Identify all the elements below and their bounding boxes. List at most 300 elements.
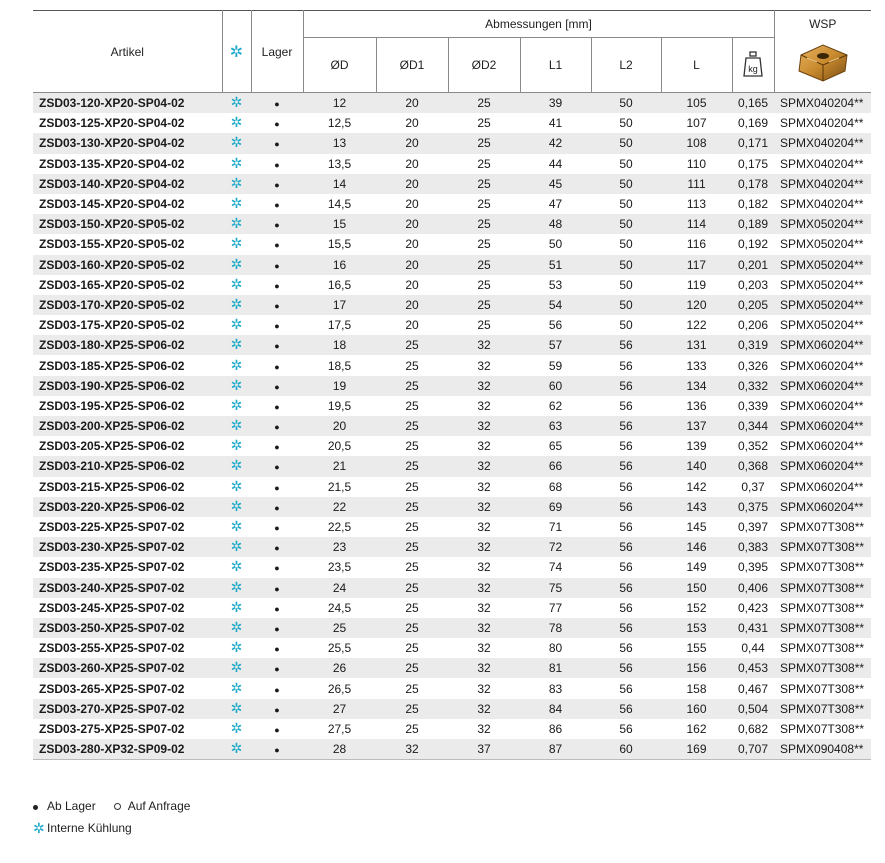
d1-cell: 25 (376, 477, 448, 497)
artikel-cell: ZSD03-225-XP25-SP07-02 (33, 517, 222, 537)
wsp-cell: SPMX060204** (774, 416, 871, 436)
kg-cell: 0,467 (732, 678, 774, 698)
table-row (33, 557, 871, 577)
l2-cell: 56 (591, 537, 661, 557)
wsp-cell: SPMX060204** (774, 335, 871, 355)
header-l2: L2 (591, 38, 661, 93)
d1-cell: 25 (376, 638, 448, 658)
l1-cell: 63 (520, 416, 591, 436)
l-cell: 137 (661, 416, 732, 436)
table-row (33, 335, 871, 355)
kg-cell: 0,423 (732, 598, 774, 618)
lager-cell (251, 174, 303, 194)
d-cell: 12,5 (303, 113, 376, 133)
lager-cell (251, 154, 303, 174)
kg-cell: 0,189 (732, 214, 774, 234)
l2-cell: 56 (591, 436, 661, 456)
d2-cell: 25 (448, 315, 520, 335)
kg-cell: 0,682 (732, 719, 774, 739)
artikel-cell: ZSD03-220-XP25-SP06-02 (33, 497, 222, 517)
snowflake-icon: ✲ (230, 275, 243, 292)
d1-cell: 25 (376, 355, 448, 375)
artikel-cell: ZSD03-180-XP25-SP06-02 (33, 335, 222, 355)
l2-cell: 50 (591, 255, 661, 275)
l1-cell: 62 (520, 396, 591, 416)
wsp-cell: SPMX060204** (774, 376, 871, 396)
l-cell: 162 (661, 719, 732, 739)
l-cell: 107 (661, 113, 732, 133)
filled-dot-icon: ● (274, 260, 280, 271)
l1-cell: 44 (520, 154, 591, 174)
kg-cell: 0,339 (732, 396, 774, 416)
l-cell: 119 (661, 275, 732, 295)
l2-cell: 56 (591, 578, 661, 598)
d1-cell: 25 (376, 396, 448, 416)
l1-cell: 71 (520, 517, 591, 537)
cooling-cell (222, 93, 251, 114)
snowflake-icon: ✲ (230, 195, 243, 212)
l-cell: 139 (661, 436, 732, 456)
d-cell: 28 (303, 739, 376, 760)
d2-cell: 32 (448, 537, 520, 557)
l2-cell: 50 (591, 315, 661, 335)
legend-ab-lager-label: Ab Lager (47, 799, 96, 813)
l-cell: 116 (661, 234, 732, 254)
lager-cell (251, 133, 303, 153)
l1-cell: 50 (520, 234, 591, 254)
artikel-cell: ZSD03-280-XP32-SP09-02 (33, 739, 222, 760)
cooling-cell (222, 396, 251, 416)
artikel-cell: ZSD03-130-XP20-SP04-02 (33, 133, 222, 153)
l1-cell: 65 (520, 436, 591, 456)
wsp-cell: SPMX050204** (774, 295, 871, 315)
snowflake-icon: ✲ (33, 820, 45, 836)
table-row (33, 315, 871, 335)
l1-cell: 81 (520, 658, 591, 678)
snowflake-icon: ✲ (230, 114, 243, 131)
l-cell: 108 (661, 133, 732, 153)
lager-cell (251, 436, 303, 456)
snowflake-icon: ✲ (230, 417, 243, 434)
snowflake-icon: ✲ (230, 518, 243, 535)
l-cell: 145 (661, 517, 732, 537)
cooling-cell (222, 295, 251, 315)
l2-cell: 50 (591, 133, 661, 153)
lager-cell (251, 214, 303, 234)
l2-cell: 50 (591, 214, 661, 234)
d2-cell: 32 (448, 719, 520, 739)
table-row (33, 699, 871, 719)
filled-dot-icon: ● (274, 623, 280, 634)
filled-dot-icon: ● (274, 179, 280, 190)
d-cell: 13,5 (303, 154, 376, 174)
table-row (33, 678, 871, 698)
artikel-cell: ZSD03-125-XP20-SP04-02 (33, 113, 222, 133)
d2-cell: 25 (448, 174, 520, 194)
d-cell: 22 (303, 497, 376, 517)
snowflake-icon: ✲ (230, 437, 243, 454)
wsp-cell: SPMX050204** (774, 275, 871, 295)
kg-cell: 0,453 (732, 658, 774, 678)
l-cell: 160 (661, 699, 732, 719)
d2-cell: 25 (448, 275, 520, 295)
d2-cell: 32 (448, 598, 520, 618)
table-row (33, 477, 871, 497)
header-artikel: Artikel (33, 11, 222, 93)
l-cell: 120 (661, 295, 732, 315)
l1-cell: 66 (520, 456, 591, 476)
d2-cell: 25 (448, 255, 520, 275)
table-row (33, 133, 871, 153)
l2-cell: 50 (591, 174, 661, 194)
l2-cell: 56 (591, 658, 661, 678)
d-cell: 19,5 (303, 396, 376, 416)
snowflake-icon: ✲ (230, 396, 243, 413)
l2-cell: 50 (591, 275, 661, 295)
cooling-cell (222, 517, 251, 537)
d2-cell: 25 (448, 295, 520, 315)
l-cell: 149 (661, 557, 732, 577)
l-cell: 158 (661, 678, 732, 698)
d1-cell: 20 (376, 174, 448, 194)
snowflake-icon: ✲ (230, 538, 243, 555)
table-row (33, 436, 871, 456)
d2-cell: 25 (448, 154, 520, 174)
table-row (33, 214, 871, 234)
d1-cell: 25 (376, 678, 448, 698)
wsp-cell: SPMX040204** (774, 194, 871, 214)
l-cell: 117 (661, 255, 732, 275)
l2-cell: 56 (591, 699, 661, 719)
artikel-cell: ZSD03-270-XP25-SP07-02 (33, 699, 222, 719)
table-row (33, 658, 871, 678)
cooling-cell (222, 699, 251, 719)
cooling-cell (222, 416, 251, 436)
cooling-cell (222, 113, 251, 133)
d-cell: 20,5 (303, 436, 376, 456)
filled-dot-icon: ● (274, 442, 280, 453)
wsp-cell: SPMX060204** (774, 497, 871, 517)
kg-cell: 0,205 (732, 295, 774, 315)
lager-cell (251, 234, 303, 254)
svg-text:kg: kg (748, 63, 758, 74)
cooling-cell (222, 174, 251, 194)
lager-cell (251, 456, 303, 476)
table-row (33, 194, 871, 214)
d2-cell: 32 (448, 436, 520, 456)
l-cell: 150 (661, 578, 732, 598)
artikel-cell: ZSD03-135-XP20-SP04-02 (33, 154, 222, 174)
artikel-cell: ZSD03-165-XP20-SP05-02 (33, 275, 222, 295)
snowflake-icon: ✲ (230, 215, 243, 232)
l1-cell: 83 (520, 678, 591, 698)
lager-cell (251, 598, 303, 618)
table-row (33, 739, 871, 760)
d-cell: 26 (303, 658, 376, 678)
filled-dot-icon: ● (274, 401, 280, 412)
kg-cell: 0,504 (732, 699, 774, 719)
header-lager: Lager (251, 11, 303, 93)
lager-cell (251, 719, 303, 739)
wsp-cell: SPMX050204** (774, 234, 871, 254)
d1-cell: 20 (376, 154, 448, 174)
kg-cell: 0,319 (732, 335, 774, 355)
snowflake-icon: ✲ (230, 578, 243, 595)
d-cell: 18,5 (303, 355, 376, 375)
table-body (33, 93, 871, 760)
d1-cell: 25 (376, 537, 448, 557)
filled-dot-icon: ● (274, 482, 280, 493)
d2-cell: 32 (448, 416, 520, 436)
d2-cell: 32 (448, 699, 520, 719)
artikel-cell: ZSD03-235-XP25-SP07-02 (33, 557, 222, 577)
l2-cell: 56 (591, 557, 661, 577)
artikel-cell: ZSD03-120-XP20-SP04-02 (33, 93, 222, 114)
table-row (33, 719, 871, 739)
filled-dot-icon: ● (274, 664, 280, 675)
kg-cell: 0,206 (732, 315, 774, 335)
wsp-cell: SPMX060204** (774, 355, 871, 375)
header-d: ØD (303, 38, 376, 93)
table-row (33, 234, 871, 254)
kg-cell: 0,375 (732, 497, 774, 517)
l1-cell: 48 (520, 214, 591, 234)
header-d2: ØD2 (448, 38, 520, 93)
lager-cell (251, 335, 303, 355)
artikel-cell: ZSD03-150-XP20-SP05-02 (33, 214, 222, 234)
kg-cell: 0,165 (732, 93, 774, 114)
table-row (33, 295, 871, 315)
artikel-cell: ZSD03-155-XP20-SP05-02 (33, 234, 222, 254)
header-l1: L1 (520, 38, 591, 93)
d1-cell: 25 (376, 618, 448, 638)
d1-cell: 25 (376, 578, 448, 598)
lager-cell (251, 658, 303, 678)
lager-cell (251, 275, 303, 295)
d-cell: 13 (303, 133, 376, 153)
snowflake-icon: ✲ (230, 336, 243, 353)
artikel-cell: ZSD03-250-XP25-SP07-02 (33, 618, 222, 638)
l1-cell: 41 (520, 113, 591, 133)
artikel-cell: ZSD03-230-XP25-SP07-02 (33, 537, 222, 557)
filled-dot-icon: ● (274, 361, 280, 372)
artikel-cell: ZSD03-145-XP20-SP04-02 (33, 194, 222, 214)
d1-cell: 25 (376, 456, 448, 476)
kg-cell: 0,344 (732, 416, 774, 436)
kg-cell: 0,326 (732, 355, 774, 375)
artikel-cell: ZSD03-260-XP25-SP07-02 (33, 658, 222, 678)
filled-dot-icon: ● (274, 139, 280, 150)
l-cell: 169 (661, 739, 732, 760)
legend-ab-lager (33, 799, 96, 813)
wsp-cell: SPMX060204** (774, 396, 871, 416)
header-cooling (222, 11, 251, 93)
kg-cell: 0,352 (732, 436, 774, 456)
wsp-cell: SPMX07T308** (774, 658, 871, 678)
d2-cell: 32 (448, 638, 520, 658)
l2-cell: 56 (591, 638, 661, 658)
d-cell: 22,5 (303, 517, 376, 537)
table-row (33, 396, 871, 416)
l1-cell: 56 (520, 315, 591, 335)
l1-cell: 84 (520, 699, 591, 719)
artikel-cell: ZSD03-245-XP25-SP07-02 (33, 598, 222, 618)
cooling-cell (222, 497, 251, 517)
d-cell: 16,5 (303, 275, 376, 295)
table-row (33, 154, 871, 174)
lager-cell (251, 557, 303, 577)
l2-cell: 56 (591, 416, 661, 436)
l2-cell: 50 (591, 234, 661, 254)
l2-cell: 56 (591, 396, 661, 416)
l-cell: 136 (661, 396, 732, 416)
artikel-cell: ZSD03-255-XP25-SP07-02 (33, 638, 222, 658)
snowflake-icon: ✲ (230, 719, 243, 736)
l-cell: 105 (661, 93, 732, 114)
cooling-cell (222, 234, 251, 254)
d-cell: 25 (303, 618, 376, 638)
d2-cell: 32 (448, 376, 520, 396)
legend-interne-kuehlung (33, 821, 132, 835)
artikel-cell: ZSD03-200-XP25-SP06-02 (33, 416, 222, 436)
wsp-cell: SPMX050204** (774, 315, 871, 335)
l-cell: 113 (661, 194, 732, 214)
l1-cell: 59 (520, 355, 591, 375)
cooling-cell (222, 578, 251, 598)
table-row (33, 598, 871, 618)
filled-dot-icon: ● (274, 220, 280, 231)
snowflake-icon: ✲ (230, 618, 243, 635)
d-cell: 14,5 (303, 194, 376, 214)
d-cell: 26,5 (303, 678, 376, 698)
cooling-cell (222, 557, 251, 577)
lager-cell (251, 618, 303, 638)
cooling-cell (222, 355, 251, 375)
l-cell: 110 (661, 154, 732, 174)
artikel-cell: ZSD03-215-XP25-SP06-02 (33, 477, 222, 497)
snowflake-icon: ✲ (230, 154, 243, 171)
l2-cell: 56 (591, 618, 661, 638)
l1-cell: 53 (520, 275, 591, 295)
cooling-cell (222, 255, 251, 275)
l2-cell: 56 (591, 497, 661, 517)
snowflake-icon: ✲ (230, 679, 243, 696)
filled-dot-icon: ● (274, 704, 280, 715)
snowflake-icon: ✲ (230, 174, 243, 191)
d1-cell: 25 (376, 376, 448, 396)
kg-cell: 0,406 (732, 578, 774, 598)
wsp-cell: SPMX040204** (774, 174, 871, 194)
kg-cell: 0,332 (732, 376, 774, 396)
header-wsp: WSP (774, 11, 871, 38)
wsp-cell: SPMX060204** (774, 436, 871, 456)
artikel-cell: ZSD03-170-XP20-SP05-02 (33, 295, 222, 315)
header-abmessungen: Abmessungen [mm] (303, 11, 774, 38)
cooling-cell (222, 335, 251, 355)
l2-cell: 56 (591, 335, 661, 355)
cooling-cell (222, 275, 251, 295)
lager-cell (251, 739, 303, 760)
legend-auf-anfrage-label: Auf Anfrage (127, 799, 191, 813)
kg-cell: 0,383 (732, 537, 774, 557)
lager-cell (251, 355, 303, 375)
filled-dot-icon: ● (274, 119, 280, 130)
filled-dot-icon: ● (274, 462, 280, 473)
l2-cell: 50 (591, 194, 661, 214)
table-row (33, 618, 871, 638)
wsp-cell: SPMX07T308** (774, 537, 871, 557)
snowflake-icon: ✲ (229, 43, 244, 61)
l1-cell: 80 (520, 638, 591, 658)
filled-dot-icon: ● (274, 200, 280, 211)
l1-cell: 72 (520, 537, 591, 557)
d2-cell: 25 (448, 214, 520, 234)
l2-cell: 56 (591, 517, 661, 537)
cooling-cell (222, 456, 251, 476)
d-cell: 18 (303, 335, 376, 355)
l2-cell: 56 (591, 456, 661, 476)
artikel-cell: ZSD03-185-XP25-SP06-02 (33, 355, 222, 375)
wsp-cell: SPMX050204** (774, 255, 871, 275)
filled-dot-icon: ● (274, 159, 280, 170)
kg-cell: 0,44 (732, 638, 774, 658)
snowflake-icon: ✲ (230, 598, 243, 615)
l2-cell: 56 (591, 477, 661, 497)
snowflake-icon: ✲ (230, 659, 243, 676)
filled-dot-icon: ● (274, 745, 280, 756)
lager-cell (251, 537, 303, 557)
cooling-cell (222, 739, 251, 760)
lager-cell (251, 376, 303, 396)
d1-cell: 20 (376, 214, 448, 234)
wsp-cell: SPMX060204** (774, 477, 871, 497)
d2-cell: 32 (448, 517, 520, 537)
l1-cell: 78 (520, 618, 591, 638)
d1-cell: 25 (376, 557, 448, 577)
table-row (33, 456, 871, 476)
lager-cell (251, 517, 303, 537)
header-weight (732, 38, 774, 93)
l2-cell: 56 (591, 719, 661, 739)
table-row (33, 255, 871, 275)
table-row (33, 113, 871, 133)
filled-dot-icon: ● (274, 644, 280, 655)
l1-cell: 86 (520, 719, 591, 739)
wsp-cell: SPMX07T308** (774, 719, 871, 739)
cooling-cell (222, 154, 251, 174)
l-cell: 143 (661, 497, 732, 517)
d1-cell: 25 (376, 699, 448, 719)
table-row (33, 376, 871, 396)
lager-cell (251, 113, 303, 133)
cooling-cell (222, 537, 251, 557)
artikel-cell: ZSD03-160-XP20-SP05-02 (33, 255, 222, 275)
d2-cell: 32 (448, 477, 520, 497)
filled-dot-icon: ● (274, 583, 280, 594)
d2-cell: 32 (448, 578, 520, 598)
wsp-cell: SPMX07T308** (774, 598, 871, 618)
legend-row-cooling (33, 817, 208, 839)
filled-dot-icon: ● (274, 543, 280, 554)
snowflake-icon: ✲ (230, 94, 243, 111)
lager-cell (251, 497, 303, 517)
d1-cell: 20 (376, 295, 448, 315)
d-cell: 17 (303, 295, 376, 315)
table-row (33, 275, 871, 295)
wsp-cell: SPMX060204** (774, 456, 871, 476)
table-row (33, 578, 871, 598)
snowflake-icon: ✲ (230, 134, 243, 151)
